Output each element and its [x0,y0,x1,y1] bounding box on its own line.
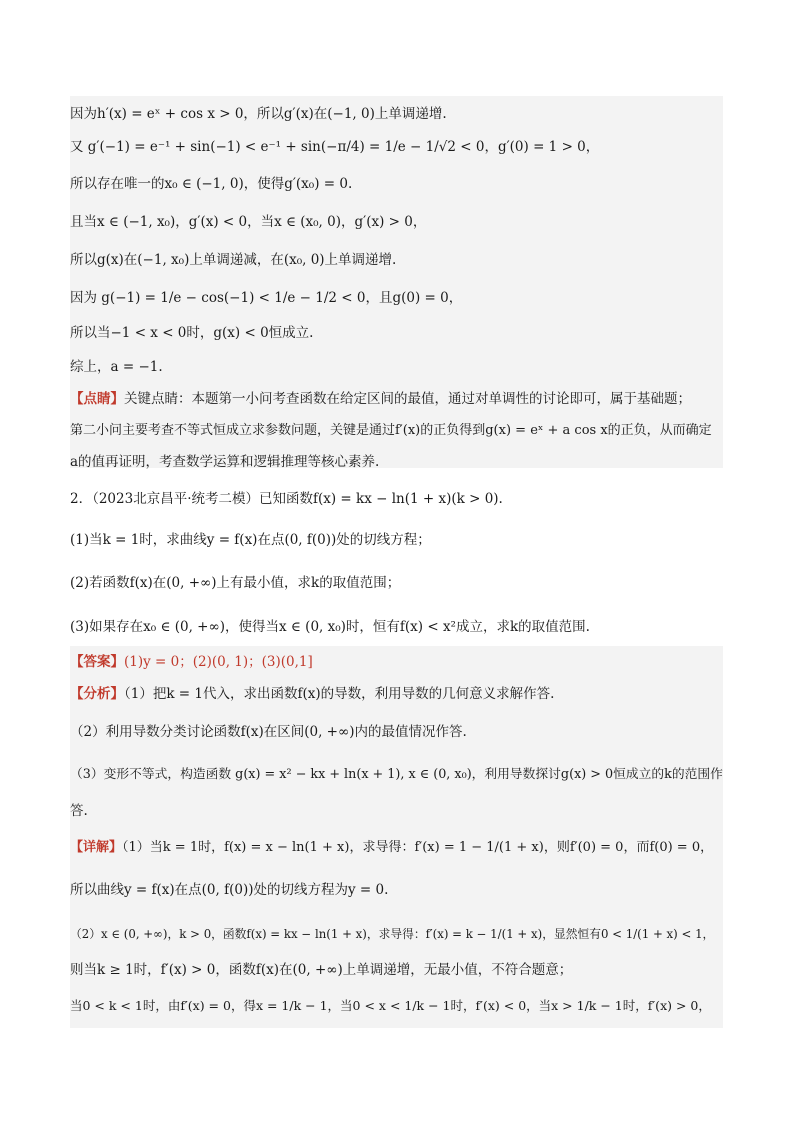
comment-line-1 [70,389,723,409]
analysis-text-1: （1）把k = 1代入，求出函数f(x)的导数，利用导数的几何意义求解作答. [124,686,555,702]
detail-line-2: 所以曲线y = f(x)在点(0, f(0))处的切线方程为y = 0. [70,882,389,898]
analysis-line-1 [70,684,723,704]
solution-line-2: 又 g′(−1) = e⁻¹ + sin(−1) < e⁻¹ + sin(−π/4) = 1/e − 1/√2 < 0，g′(0) = 1 > 0， [70,139,600,155]
detail-line-5: 当0 < k < 1时，由f′(x) = 0，得x = 1/k − 1，当0 < x < 1/k − 1时，f′(x) < 0，当x > 1/k − 1时，f′(x) > 0， [70,998,711,1013]
solution-line-8: 综上，a = −1. [70,359,163,375]
analysis-tag: 【分析】 [70,686,124,702]
comment-line-2: 第二小问主要考查不等式恒成立求参数问题，关键是通过f′(x)的正负得到g(x) = eˣ + a cos x的正负，从而确定 [70,423,712,438]
answer-line [70,652,723,672]
analysis-line-3: （3）变形不等式，构造函数 g(x) = x² − kx + ln(x + 1), x ∈ (0, x₀)，利用导数探讨g(x) > 0恒成立的k的范围作 [70,767,723,782]
comment-tag: 【点睛】 [70,391,124,407]
detail-line-4: 则当k ≥ 1时，f′(x) > 0，函数f(x)在(0, +∞)上单调递增，无最小值，不符合题意； [70,962,573,978]
detail-line-3: （2）x ∈ (0, +∞)，k > 0，函数f(x) = kx − ln(1 + x)，求导得：f′(x) = k − 1/(1 + x)，显然恒有0 < 1/(1 + x) < 1， [70,927,715,941]
detail-tag: 【详解】 [70,840,123,855]
detail-line-1 [70,838,723,858]
answer-tag: 【答案】 [70,654,124,670]
solution-line-4: 且当x ∈ (−1, x₀)，g′(x) < 0，当x ∈ (x₀, 0)，g′(x) > 0， [70,214,427,230]
solution-line-3: 所以存在唯一的x₀ ∈ (−1, 0)，使得g′(x₀) = 0. [70,176,353,192]
problem2-question-1: (1)当k = 1时，求曲线y = f(x)在点(0, f(0))处的切线方程； [70,532,431,548]
comment-text-1: 关键点睛：本题第一小问考查函数在给定区间的最值，通过对单调性的讨论即可，属于基础题； [124,391,691,407]
solution-line-1: 因为h′(x) = eˣ + cos x > 0，所以g′(x)在(−1, 0)上单调递增. [70,106,447,122]
analysis-line-2: （2）利用导数分类讨论函数f(x)在区间(0, +∞)内的最值情况作答. [70,724,467,740]
comment-line-3: a的值再证明，考查数学运算和逻辑推理等核心素养. [70,454,380,470]
solution-line-7: 所以当−1 < x < 0时，g(x) < 0恒成立. [70,325,314,341]
problem2-question-2: (2)若函数f(x)在(0, +∞)上有最小值，求k的取值范围； [70,575,401,591]
analysis-line-4: 答. [70,803,88,819]
detail-text-1: （1）当k = 1时，f(x) = x − ln(1 + x)，求导得：f′(x) = 1 − 1/(1 + x)，则f′(0) = 0，而f(0) = 0， [122,840,714,855]
solution-line-6: 因为 g(−1) = 1/e − cos(−1) < 1/e − 1/2 < 0，且g(0) = 0， [70,290,463,306]
solution-line-5: 所以g(x)在(−1, x₀)上单调递减，在(x₀, 0)上单调递增. [70,252,397,268]
answer-text: (1)y = 0；(2)(0, 1)；(3)(0,1] [124,654,313,670]
problem2-stem: 2．（2023北京昌平·统考二模）已知函数f(x) = kx − ln(1 + x)(k > 0). [70,491,503,507]
problem2-question-3: (3)如果存在x₀ ∈ (0, +∞)，使得当x ∈ (0, x₀)时，恒有f(x) < x²成立，求k的取值范围. [70,619,590,635]
